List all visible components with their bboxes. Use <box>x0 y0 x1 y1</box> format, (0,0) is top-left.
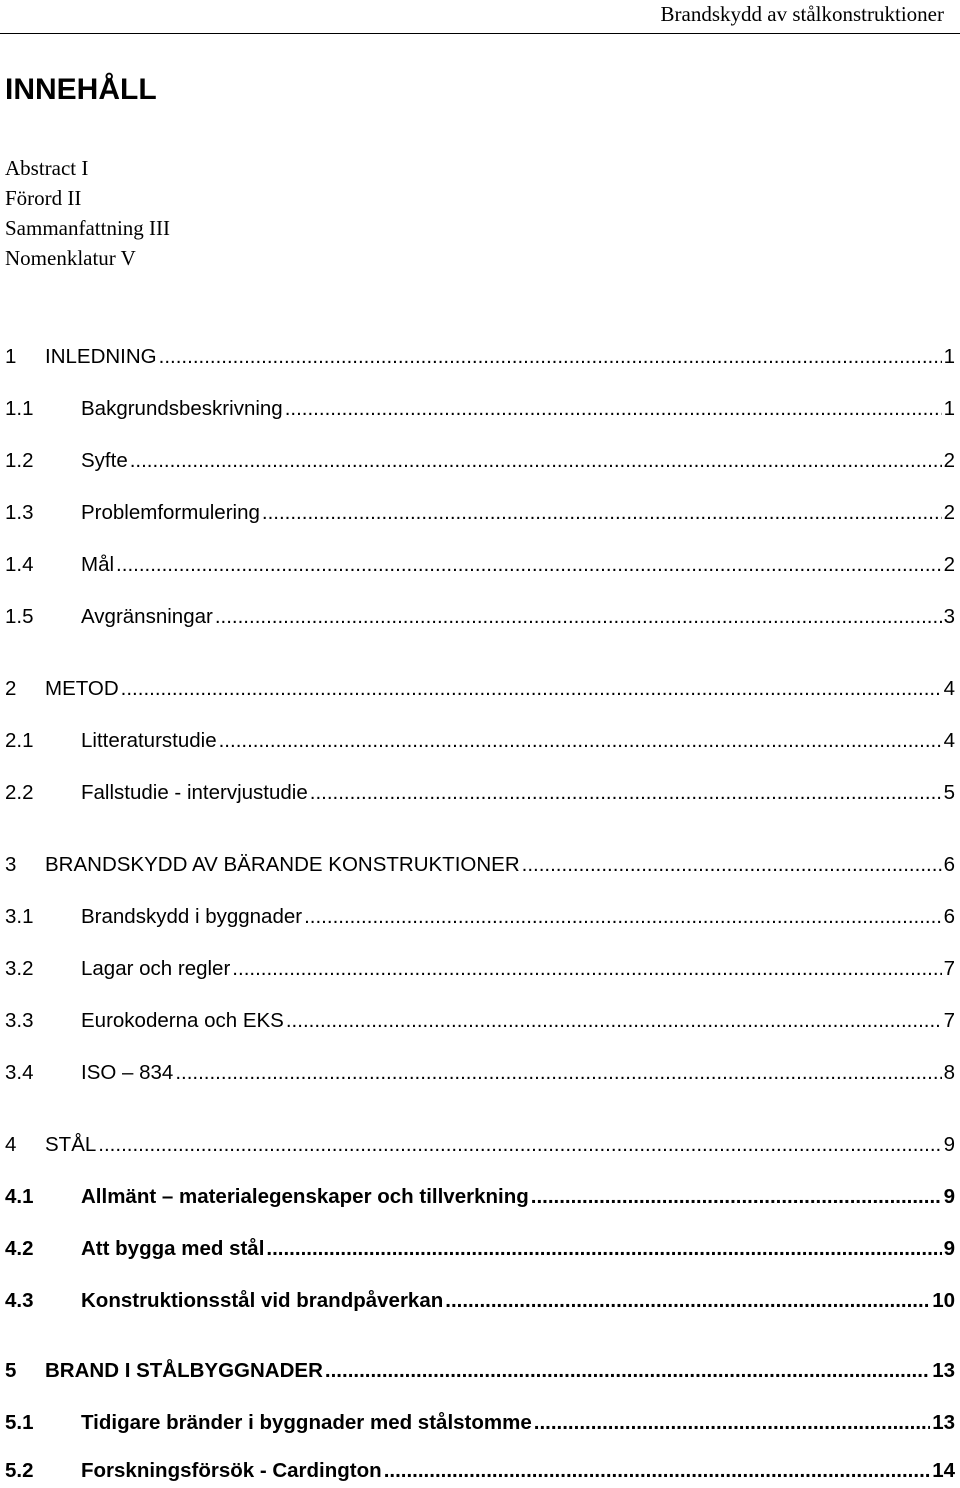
toc-number: 3.4 <box>5 1061 34 1084</box>
toc-title: Tidigare bränder i byggnader med stålstomme <box>81 1411 532 1434</box>
toc-title: INLEDNING <box>45 345 157 368</box>
toc-title: Forskningsförsök - Cardington <box>81 1459 382 1482</box>
toc-number: 1.5 <box>5 605 34 628</box>
toc-title: Att bygga med stål <box>81 1237 265 1260</box>
toc-page-number: 6 <box>943 853 955 876</box>
toc-title: Syfte <box>81 449 128 472</box>
toc-number: 1.1 <box>5 397 34 420</box>
toc-page-number: 4 <box>943 677 955 700</box>
dot-leader <box>130 444 942 478</box>
toc-page-number: 9 <box>943 1185 955 1208</box>
toc-number: 1 <box>5 345 17 368</box>
toc-section-1-1[interactable] <box>5 392 955 426</box>
toc-number: 5 <box>5 1359 17 1382</box>
toc-section-2-1[interactable] <box>5 724 955 758</box>
toc-title: BRAND I STÅLBYGGNADER <box>45 1359 323 1382</box>
toc-page-number: 5 <box>943 781 955 804</box>
toc-chapter-2[interactable] <box>5 672 955 706</box>
toc-number: 4.2 <box>5 1237 34 1260</box>
toc-title: Bakgrundsbeskrivning <box>81 397 283 420</box>
dot-leader <box>522 848 942 882</box>
toc-title: Litteraturstudie <box>81 729 217 752</box>
toc-page-number: 1 <box>943 397 955 420</box>
toc-page-number: 9 <box>943 1133 955 1156</box>
toc-number: 2.1 <box>5 729 34 752</box>
dot-leader <box>219 724 942 758</box>
toc-number: 3.1 <box>5 905 34 928</box>
toc-section-1-5[interactable] <box>5 600 955 634</box>
dot-leader <box>325 1354 930 1388</box>
toc-section-3-1[interactable] <box>5 900 955 934</box>
toc-title: ISO – 834 <box>81 1061 174 1084</box>
dot-leader <box>531 1180 942 1214</box>
toc-page-number: 10 <box>932 1289 955 1312</box>
toc-number: 1.2 <box>5 449 34 472</box>
front-matter-item[interactable]: Förord II <box>5 186 82 210</box>
toc-title: STÅL <box>45 1133 97 1156</box>
toc-section-1-4[interactable] <box>5 548 955 582</box>
dot-leader <box>159 340 942 374</box>
toc-chapter-1[interactable] <box>5 340 955 374</box>
toc-section-4-2[interactable] <box>5 1232 955 1266</box>
toc-section-3-4[interactable] <box>5 1056 955 1090</box>
dot-leader <box>534 1406 930 1440</box>
toc-chapter-4[interactable] <box>5 1128 955 1162</box>
dot-leader <box>262 496 942 530</box>
toc-number: 3.3 <box>5 1009 34 1032</box>
toc-page-number: 2 <box>943 501 955 524</box>
toc-title: Lagar och regler <box>81 957 231 980</box>
toc-heading: INNEHÅLL <box>5 73 157 106</box>
toc-number: 4 <box>5 1133 17 1156</box>
front-matter-item[interactable]: Nomenklatur V <box>5 246 136 270</box>
front-matter-item[interactable]: Abstract I <box>5 156 89 180</box>
toc-page-number: 1 <box>943 345 955 368</box>
toc-chapter-5[interactable] <box>5 1354 955 1388</box>
toc-title: Konstruktionsstål vid brandpåverkan <box>81 1289 444 1312</box>
toc-section-3-2[interactable] <box>5 952 955 986</box>
toc-section-4-3[interactable] <box>5 1284 955 1318</box>
toc-title: Avgränsningar <box>81 605 213 628</box>
toc-section-1-3[interactable] <box>5 496 955 530</box>
toc-number: 5.1 <box>5 1411 34 1434</box>
toc-page-number: 7 <box>943 1009 955 1032</box>
toc-title: Fallstudie - intervjustudie <box>81 781 308 804</box>
dot-leader <box>304 900 942 934</box>
dot-leader <box>116 548 942 582</box>
dot-leader <box>286 1004 942 1038</box>
toc-number: 5.2 <box>5 1459 34 1482</box>
toc-page-number: 13 <box>932 1359 955 1382</box>
dot-leader <box>445 1284 930 1318</box>
toc-title: Problemformulering <box>81 501 260 524</box>
running-header: Brandskydd av stålkonstruktioner <box>660 2 944 26</box>
toc-page-number: 6 <box>943 905 955 928</box>
toc-title: BRANDSKYDD AV BÄRANDE KONSTRUKTIONER <box>45 853 520 876</box>
toc-page-number: 9 <box>943 1237 955 1260</box>
toc-number: 2.2 <box>5 781 34 804</box>
toc-section-1-2[interactable] <box>5 444 955 478</box>
toc-number: 3.2 <box>5 957 34 980</box>
toc-chapter-3[interactable] <box>5 848 955 882</box>
toc-number: 2 <box>5 677 17 700</box>
dot-leader <box>98 1128 941 1162</box>
dot-leader <box>175 1056 941 1090</box>
toc-number: 4.1 <box>5 1185 34 1208</box>
toc-number: 1.3 <box>5 501 34 524</box>
header-rule <box>0 33 960 34</box>
dot-leader <box>121 672 942 706</box>
toc-page-number: 14 <box>932 1459 955 1482</box>
toc-number: 1.4 <box>5 553 34 576</box>
toc-page-number: 2 <box>943 449 955 472</box>
toc-page-number: 2 <box>943 553 955 576</box>
toc-section-3-3[interactable] <box>5 1004 955 1038</box>
toc-title: Eurokoderna och EKS <box>81 1009 284 1032</box>
dot-leader <box>232 952 941 986</box>
front-matter-item[interactable]: Sammanfattning III <box>5 216 171 240</box>
toc-page-number: 4 <box>943 729 955 752</box>
toc-page-number: 3 <box>943 605 955 628</box>
toc-title: Mål <box>81 553 115 576</box>
toc-number: 3 <box>5 853 17 876</box>
front-matter-list <box>5 153 170 273</box>
dot-leader <box>266 1232 941 1266</box>
toc-page-number: 7 <box>943 957 955 980</box>
dot-leader <box>310 776 942 810</box>
toc-section-5-2[interactable] <box>5 1454 955 1488</box>
toc-section-4-1[interactable] <box>5 1180 955 1214</box>
toc-title: Brandskydd i byggnader <box>81 905 303 928</box>
toc-section-2-2[interactable] <box>5 776 955 810</box>
toc-page-number: 8 <box>943 1061 955 1084</box>
toc-page-number: 13 <box>932 1411 955 1434</box>
toc-title: Allmänt – materialegenskaper och tillverkning <box>81 1185 529 1208</box>
toc-section-5-1[interactable] <box>5 1406 955 1440</box>
dot-leader <box>285 392 942 426</box>
dot-leader <box>384 1454 931 1488</box>
toc-number: 4.3 <box>5 1289 34 1312</box>
toc-title: METOD <box>45 677 119 700</box>
dot-leader <box>215 600 942 634</box>
